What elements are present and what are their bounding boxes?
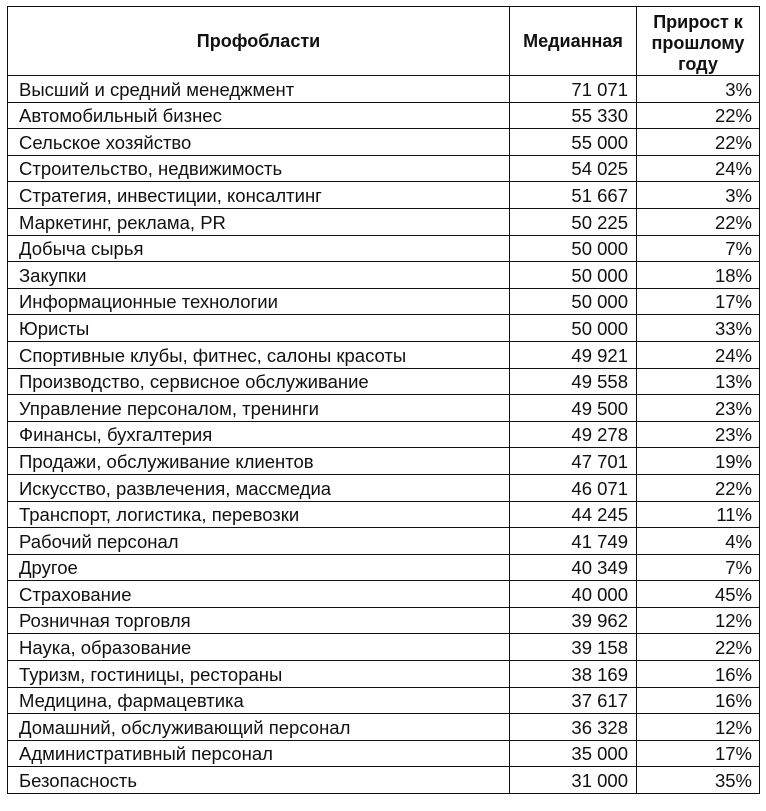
- header-median: Медианная: [510, 7, 637, 76]
- cell-area: Административный персонал: [8, 740, 510, 767]
- cell-growth: 7%: [637, 235, 760, 262]
- cell-median: 54 025: [510, 155, 637, 182]
- cell-area: Медицина, фармацевтика: [8, 687, 510, 714]
- cell-area: Сельское хозяйство: [8, 129, 510, 156]
- table-row: [8, 581, 760, 608]
- cell-area: Юристы: [8, 315, 510, 342]
- cell-area: Безопасность: [8, 767, 510, 794]
- cell-area: Домашний, обслуживающий персонал: [8, 714, 510, 741]
- cell-area: Розничная торговля: [8, 607, 510, 634]
- table-row: [8, 395, 760, 422]
- cell-area: Автомобильный бизнес: [8, 102, 510, 129]
- cell-median: 31 000: [510, 767, 637, 794]
- cell-median: 49 921: [510, 341, 637, 368]
- cell-median: 39 158: [510, 634, 637, 661]
- cell-growth: 17%: [637, 288, 760, 315]
- cell-median: 50 000: [510, 262, 637, 289]
- cell-growth: 17%: [637, 740, 760, 767]
- cell-median: 49 500: [510, 395, 637, 422]
- table-row: [8, 448, 760, 475]
- cell-area: Туризм, гостиницы, рестораны: [8, 661, 510, 688]
- cell-growth: 16%: [637, 661, 760, 688]
- cell-growth: 11%: [637, 501, 760, 528]
- cell-median: 44 245: [510, 501, 637, 528]
- table-header: [8, 7, 760, 76]
- cell-median: 50 000: [510, 235, 637, 262]
- cell-area: Страхование: [8, 581, 510, 608]
- cell-growth: 23%: [637, 395, 760, 422]
- table-row: [8, 740, 760, 767]
- cell-growth: 19%: [637, 448, 760, 475]
- cell-area: Информационные технологии: [8, 288, 510, 315]
- cell-median: 51 667: [510, 182, 637, 209]
- table-row: [8, 102, 760, 129]
- table-row: [8, 235, 760, 262]
- cell-median: 50 225: [510, 208, 637, 235]
- cell-area: Рабочий персонал: [8, 528, 510, 555]
- cell-growth: 3%: [637, 182, 760, 209]
- cell-area: Управление персоналом, тренинги: [8, 395, 510, 422]
- cell-growth: 22%: [637, 208, 760, 235]
- cell-growth: 12%: [637, 607, 760, 634]
- cell-median: 40 000: [510, 581, 637, 608]
- table-row: [8, 182, 760, 209]
- cell-growth: 22%: [637, 474, 760, 501]
- cell-growth: 24%: [637, 341, 760, 368]
- cell-area: Высший и средний менеджмент: [8, 76, 510, 103]
- table-row: [8, 634, 760, 661]
- cell-median: 37 617: [510, 687, 637, 714]
- cell-median: 46 071: [510, 474, 637, 501]
- cell-median: 50 000: [510, 315, 637, 342]
- cell-median: 50 000: [510, 288, 637, 315]
- cell-growth: 33%: [637, 315, 760, 342]
- cell-area: Искусство, развлечения, массмедиа: [8, 474, 510, 501]
- cell-growth: 22%: [637, 102, 760, 129]
- header-growth: Прирост к прошлому году: [637, 7, 760, 76]
- cell-area: Наука, образование: [8, 634, 510, 661]
- table-row: [8, 341, 760, 368]
- table-row: [8, 262, 760, 289]
- cell-growth: 45%: [637, 581, 760, 608]
- table-row: [8, 474, 760, 501]
- cell-median: 47 701: [510, 448, 637, 475]
- cell-area: Производство, сервисное обслуживание: [8, 368, 510, 395]
- cell-growth: 22%: [637, 129, 760, 156]
- cell-growth: 22%: [637, 634, 760, 661]
- header-area: Профобласти: [8, 7, 510, 76]
- cell-median: 49 558: [510, 368, 637, 395]
- table-row: [8, 129, 760, 156]
- cell-area: Другое: [8, 554, 510, 581]
- cell-growth: 7%: [637, 554, 760, 581]
- table-row: [8, 288, 760, 315]
- cell-median: 71 071: [510, 76, 637, 103]
- cell-area: Закупки: [8, 262, 510, 289]
- cell-growth: 4%: [637, 528, 760, 555]
- cell-median: 41 749: [510, 528, 637, 555]
- table-row: [8, 528, 760, 555]
- cell-growth: 16%: [637, 687, 760, 714]
- cell-area: Спортивные клубы, фитнес, салоны красоты: [8, 341, 510, 368]
- cell-growth: 24%: [637, 155, 760, 182]
- table-row: [8, 554, 760, 581]
- cell-median: 55 000: [510, 129, 637, 156]
- table-row: [8, 767, 760, 794]
- cell-area: Строительство, недвижимость: [8, 155, 510, 182]
- table-row: [8, 501, 760, 528]
- cell-area: Финансы, бухгалтерия: [8, 421, 510, 448]
- cell-median: 39 962: [510, 607, 637, 634]
- cell-growth: 35%: [637, 767, 760, 794]
- cell-growth: 12%: [637, 714, 760, 741]
- salary-table: [7, 6, 760, 794]
- table-row: [8, 368, 760, 395]
- cell-growth: 13%: [637, 368, 760, 395]
- table-row: [8, 661, 760, 688]
- cell-area: Стратегия, инвестиции, консалтинг: [8, 182, 510, 209]
- cell-growth: 23%: [637, 421, 760, 448]
- cell-median: 36 328: [510, 714, 637, 741]
- table-row: [8, 76, 760, 103]
- table-row: [8, 315, 760, 342]
- table-row: [8, 155, 760, 182]
- table-row: [8, 714, 760, 741]
- table-body: [8, 76, 760, 794]
- table-row: [8, 687, 760, 714]
- table-row: [8, 421, 760, 448]
- cell-growth: 18%: [637, 262, 760, 289]
- cell-median: 55 330: [510, 102, 637, 129]
- cell-median: 40 349: [510, 554, 637, 581]
- cell-area: Продажи, обслуживание клиентов: [8, 448, 510, 475]
- cell-median: 35 000: [510, 740, 637, 767]
- table-row: [8, 607, 760, 634]
- cell-median: 49 278: [510, 421, 637, 448]
- header-row: [8, 7, 760, 76]
- cell-area: Маркетинг, реклама, PR: [8, 208, 510, 235]
- cell-area: Транспорт, логистика, перевозки: [8, 501, 510, 528]
- cell-area: Добыча сырья: [8, 235, 510, 262]
- cell-median: 38 169: [510, 661, 637, 688]
- cell-growth: 3%: [637, 76, 760, 103]
- table-row: [8, 208, 760, 235]
